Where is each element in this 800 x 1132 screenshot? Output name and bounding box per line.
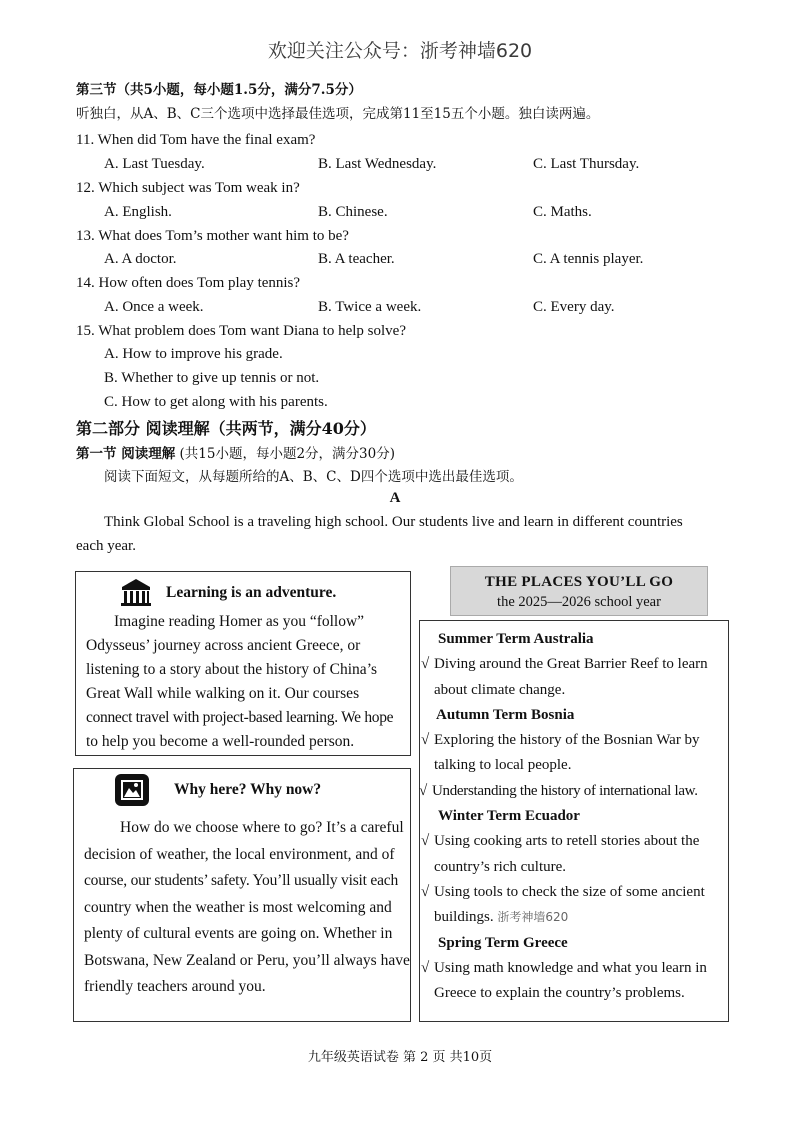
places-title-banner	[450, 566, 708, 616]
autumn-item-1-text: Exploring the history of the Bosnian War by	[434, 732, 700, 749]
part2-section1-heading	[76, 444, 395, 464]
winter-term-heading: Winter Term Ecuador	[438, 808, 580, 825]
winter-item-2-text: Using tools to check the size of some ancient	[434, 883, 705, 900]
question-13: 13. What does Tom’s mother want him to be?	[76, 228, 349, 244]
section3-instruction: 听独白，从A、B、C三个选项中选择最佳选项，完成第11至15五个小题。独白读两遍。	[76, 106, 600, 122]
body-line: Imagine reading Homer as you “follow”	[114, 613, 365, 630]
q12-option-b: B. Chinese.	[318, 204, 388, 220]
check-mark-icon: √	[421, 732, 430, 749]
autumn-item-2-text: Understanding the history of international law.	[432, 782, 698, 799]
why-here-body	[84, 815, 410, 1001]
body-line: decision of weather, the local environment, and of	[84, 845, 395, 863]
learning-adventure-title: Learning is an adventure.	[166, 584, 337, 601]
winter-item-2-cont-text: buildings.	[434, 909, 494, 926]
passage-intro-line2: each year.	[76, 538, 136, 554]
q12-option-c: C. Maths.	[533, 204, 592, 220]
q11-option-a: A. Last Tuesday.	[104, 156, 205, 172]
winter-item-2-cont	[434, 905, 730, 930]
question-12: 12. Which subject was Tom weak in?	[76, 180, 300, 196]
places-list	[419, 627, 730, 1006]
body-line: country when the weather is most welcoming and	[84, 898, 392, 916]
q14-option-a: A. Once a week.	[104, 299, 204, 315]
winter-item-2	[421, 880, 730, 905]
summer-item-1	[421, 652, 730, 677]
question-15: 15. What problem does Tom want Diana to help solve?	[76, 323, 406, 339]
body-line: connect travel with project-based learning. We hope	[86, 709, 394, 726]
question-14: 14. How often does Tom play tennis?	[76, 275, 301, 291]
q15-option-a: A. How to improve his grade.	[104, 346, 283, 362]
check-mark-icon: √	[421, 883, 430, 900]
body-line: Odysseus’ journey across ancient Greece, or	[86, 637, 361, 654]
why-here-box	[73, 768, 411, 1022]
places-title: THE PLACES YOU’LL GO	[484, 574, 674, 590]
body-line: How do we choose where to go? It’s a careful	[120, 819, 404, 836]
building-icon	[120, 578, 152, 608]
winter-item-1-text: Using cooking arts to retell stories about the	[434, 833, 700, 850]
part2-title: 第二部分 阅读理解（共两节，满分40分）	[76, 419, 376, 438]
check-mark-icon: √	[421, 833, 430, 850]
q15-option-c: C. How to get along with his parents.	[104, 394, 328, 410]
body-line: plenty of cultural events are going on. Whether in	[84, 925, 393, 942]
spring-item-1	[421, 956, 730, 981]
check-mark-icon: √	[421, 959, 430, 976]
spring-item-1-cont: Greece to explain the country’s problems.	[434, 985, 685, 1002]
body-line: Botswana, New Zealand or Peru, you’ll always have	[84, 951, 410, 969]
q14-option-b: B. Twice a week.	[318, 299, 422, 315]
winter-item-1	[421, 829, 730, 854]
q13-option-c: C. A tennis player.	[533, 251, 644, 267]
check-mark-icon: √	[421, 656, 430, 673]
part2-instruction: 阅读下面短文，从每题所给的A、B、C、D四个选项中选出最佳选项。	[104, 469, 523, 485]
q13-option-a: A. A doctor.	[104, 251, 177, 267]
body-line: listening to a story about the history of China’s	[86, 661, 378, 678]
spring-item-1-text: Using math knowledge and what you learn in	[434, 959, 707, 976]
places-subtitle: the 2025—2026 school year	[497, 594, 661, 610]
learning-adventure-box	[75, 571, 411, 756]
why-here-title: Why here? Why now?	[174, 781, 322, 798]
body-line: to help you become a well-rounded person.	[86, 733, 355, 750]
q11-option-b: B. Last Wednesday.	[318, 156, 437, 172]
summer-item-1-cont: about climate change.	[434, 681, 566, 698]
q13-option-b: B. A teacher.	[318, 251, 395, 267]
watermark: 浙考神墙620	[497, 910, 569, 925]
question-11: 11. When did Tom have the final exam?	[76, 132, 316, 148]
section3-title: 第三节（共5小题，每小题1.5分，满分7.5分）	[76, 82, 362, 98]
summer-item-1-text: Diving around the Great Barrier Reef to learn	[434, 656, 708, 673]
q15-option-b: B. Whether to give up tennis or not.	[104, 370, 320, 386]
autumn-item-1-cont: talking to local people.	[434, 757, 572, 774]
part2-section1-title: 第一节 阅读理解	[76, 446, 176, 462]
spring-term-heading: Spring Term Greece	[438, 934, 568, 951]
page-footer: 九年级英语试卷 第 2 页 共10页	[307, 1050, 493, 1065]
photo-icon	[114, 773, 150, 807]
places-list-box	[419, 620, 729, 1022]
q12-option-a: A. English.	[104, 204, 172, 220]
body-line: friendly teachers around you.	[84, 978, 266, 995]
autumn-item-2	[419, 779, 730, 804]
body-line: course, our students’ safety. You’ll usually visit each	[84, 872, 399, 889]
page-header-banner: 欢迎关注公众号：浙考神墙620	[267, 40, 533, 62]
q14-option-c: C. Every day.	[533, 299, 615, 315]
winter-item-1-cont: country’s rich culture.	[434, 858, 567, 875]
summer-term-heading: Summer Term Australia	[438, 631, 594, 647]
autumn-item-1	[421, 728, 730, 753]
body-line: Great Wall while walking on it. Our courses	[86, 685, 360, 702]
part2-section1-detail: (共15小题，每小题2分，满分30分)	[179, 446, 395, 462]
passage-label: A	[389, 490, 401, 506]
passage-intro-line1: Think Global School is a traveling high school. Our students live and learn in different countries	[104, 514, 683, 530]
learning-adventure-body	[86, 610, 398, 754]
q11-option-c: C. Last Thursday.	[533, 156, 640, 172]
autumn-term-heading: Autumn Term Bosnia	[436, 706, 575, 723]
check-mark-icon: √	[419, 782, 427, 799]
